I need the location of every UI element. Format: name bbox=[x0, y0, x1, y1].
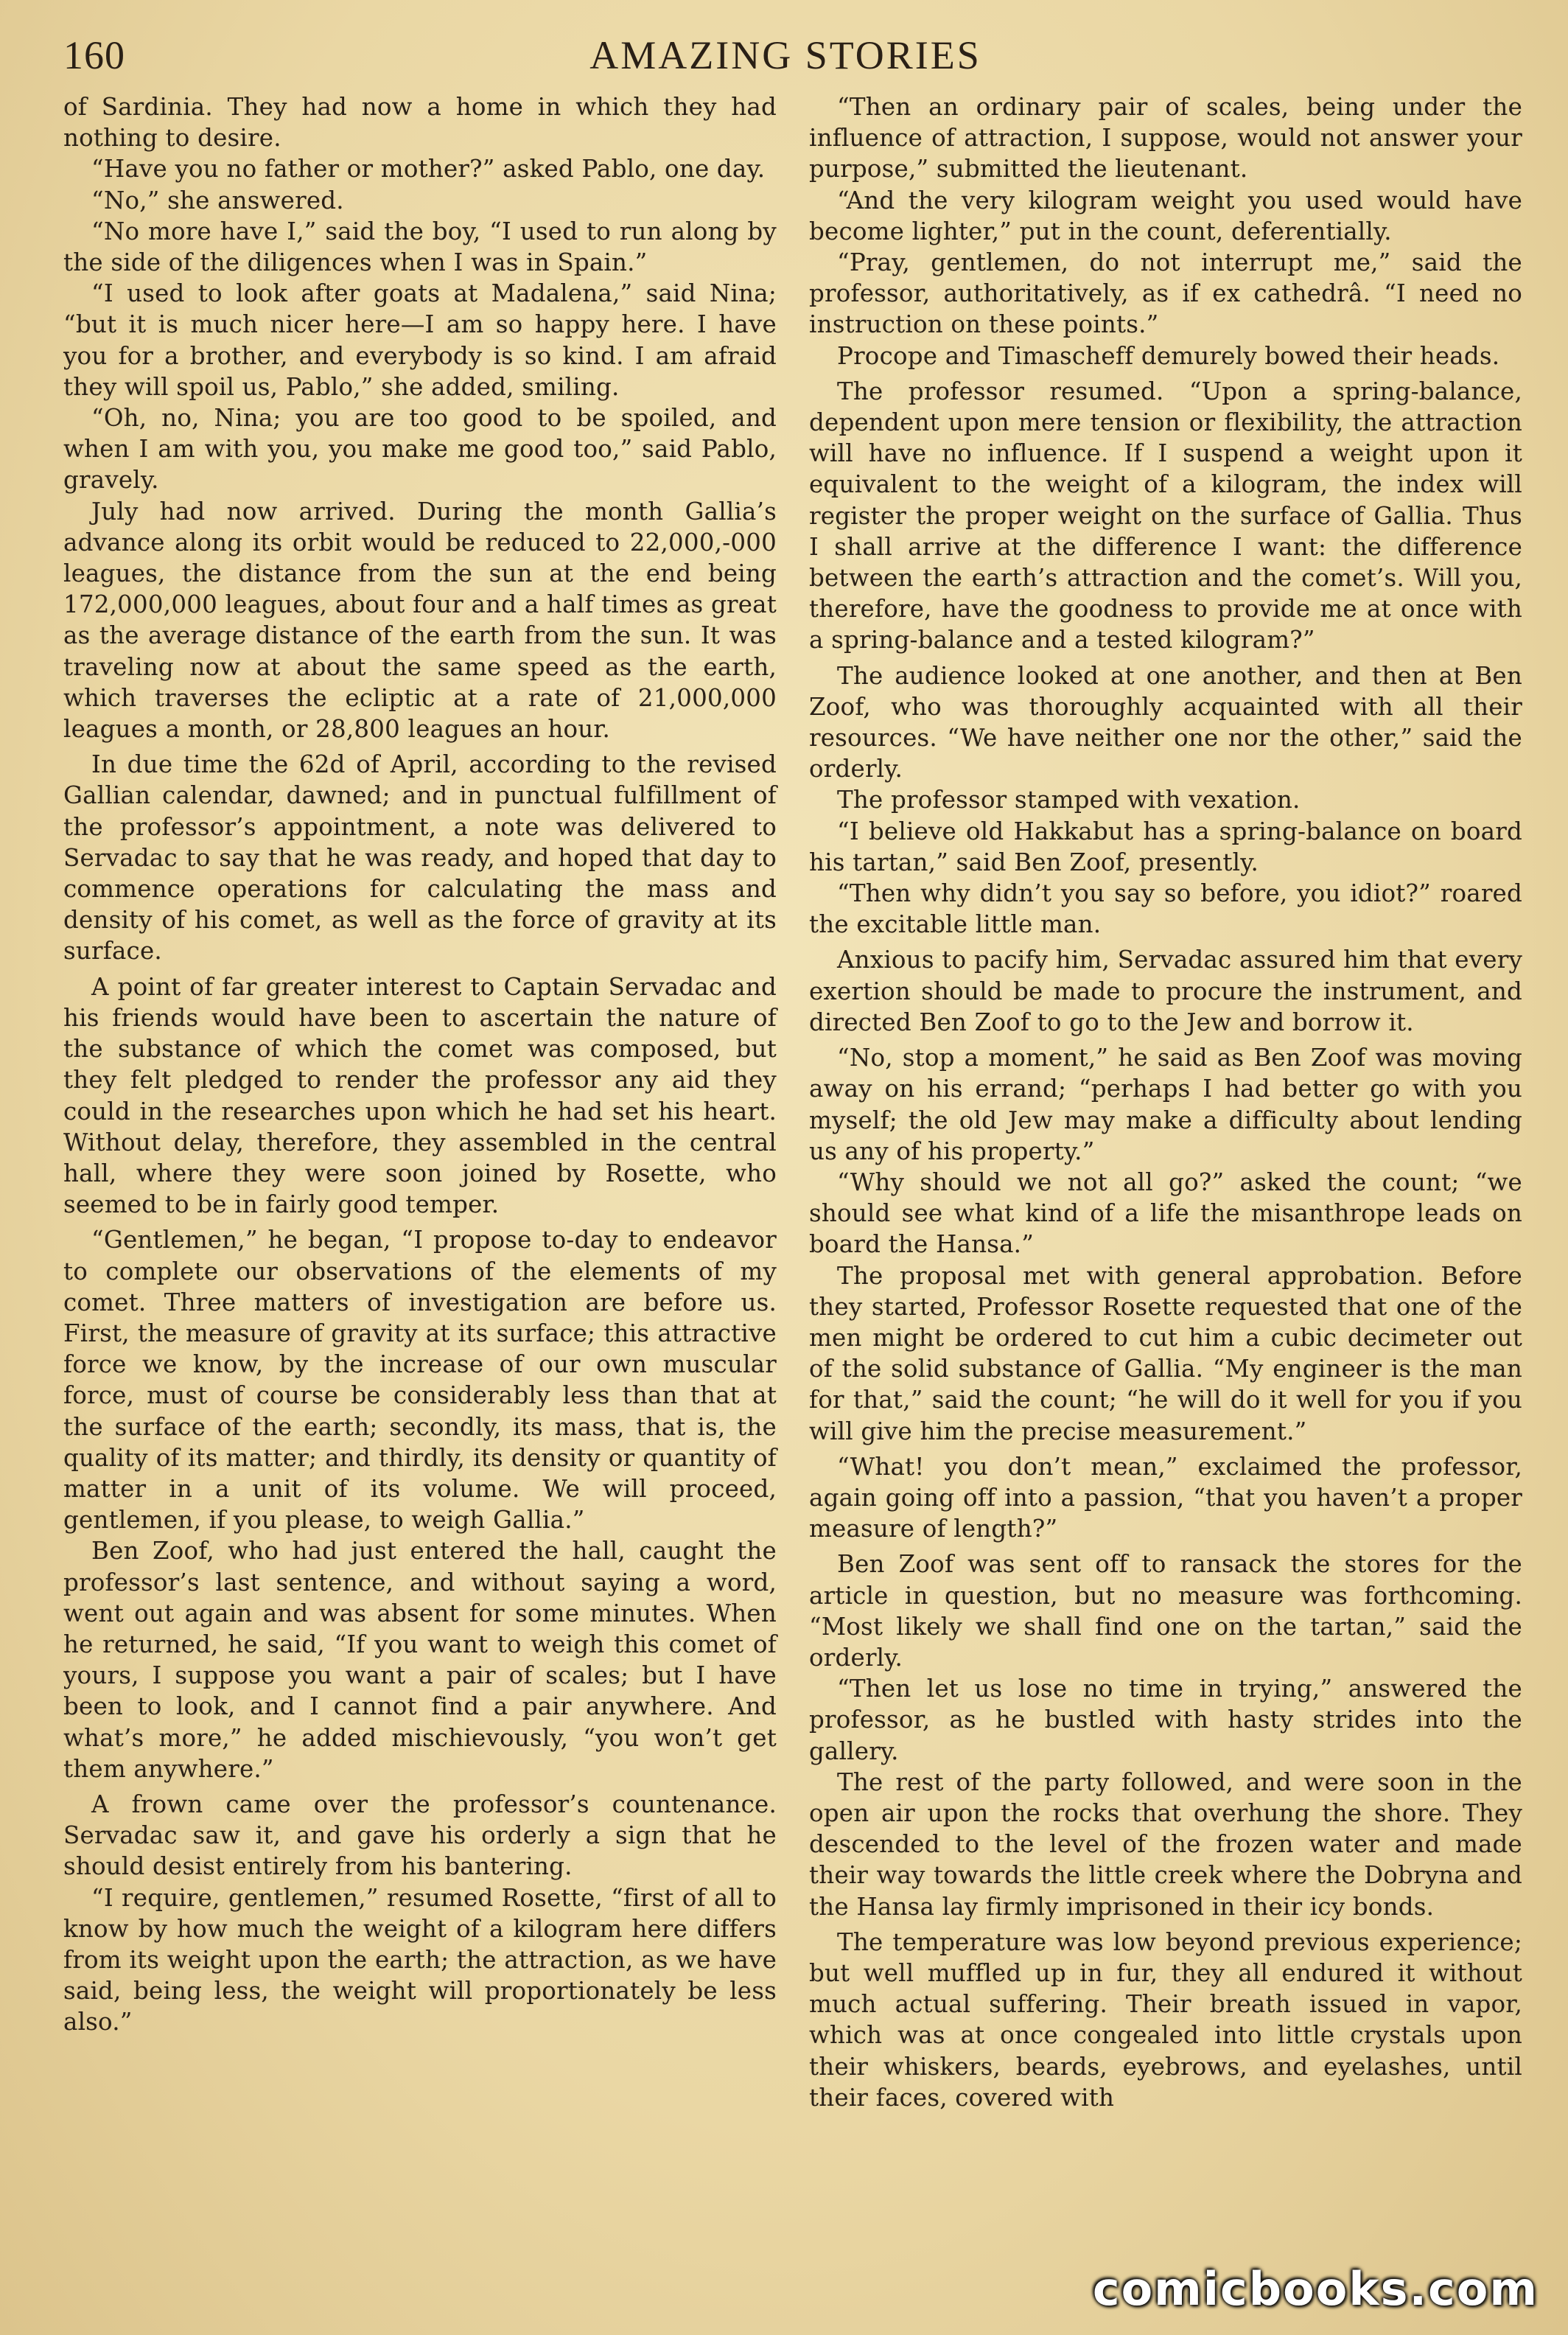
paragraph: “Gentlemen,” he began, “I propose to-day to endeavor to complete our observations of the elements of my comet. Three matters of investigation are before us. First, the measure of gravity at its surface; this attractive force we know, by the increase of our own muscular force, must of course be considerably less than that at the surface of the earth; secondly, its mass, that is, the quality of its matter; and thirdly, its density or quantity of matter in a unit of its volume. We will proceed, gentlemen, if you please, to weigh Gallia.” bbox=[63, 1226, 777, 1535]
paragraph: The proposal met with general approbation. Before they started, Professor Rosette requested that one of the men might be ordered to cut him a cubic decimeter out of the solid substance of Gallia. “My engineer is the man for that,” said the count; “he will do it well for you if you will give him the precise measurement.” bbox=[809, 1261, 1522, 1445]
right-text-column bbox=[809, 91, 1522, 2113]
paragraph: In due time the 62d of April, according to the revised Gallian calendar, dawned; and in punctual fulfillment of the professor’s appointment, a note was delivered to Servadac to say that he was ready, and hoped that day to commence operations for calculating the mass and density of his comet, as well as the force of gravity at its surface. bbox=[63, 750, 777, 966]
paragraph: Ben Zoof was sent off to ransack the stores for the article in question, but no measure was forthcoming. “Most likely we shall find one on the tartan,” said the orderly. bbox=[809, 1550, 1522, 1672]
paragraph: The professor stamped with vexation. bbox=[837, 786, 1301, 814]
paragraph: “Then an ordinary pair of scales, being under the influence of attraction, I suppose, would not answer your purpose,” submitted the lieutenant. bbox=[809, 93, 1522, 184]
paragraph: The rest of the party followed, and were soon in the open air upon the rocks that overhung the shore. They descended to the level of the frozen water and made their way towards the little creek where the Dobryna and the Hansa lay firmly imprisoned in their icy bonds. bbox=[809, 1767, 1522, 1921]
paragraph: “Have you no father or mother?” asked Pablo, one day. bbox=[91, 155, 766, 184]
paragraph: A point of far greater interest to Captain Servadac and his friends would have been to ascertain the nature of the substance of which the comet was composed, but they felt pledged to render the professor any aid they could in the researches upon which he had set his heart. Without delay, therefore, they assembled in the central hall, where they were soon joined by Rosette, who seemed to be in fairly good temper. bbox=[63, 972, 777, 1219]
paragraph: The audience looked at one another, and then at Ben Zoof, who was thoroughly acquainted with all their resources. “We have neither one nor the other,” said the orderly. bbox=[809, 661, 1522, 783]
paragraph: “No more have I,” said the boy, “I used to run along by the side of the diligences when I was in Spain.” bbox=[63, 217, 777, 277]
paragraph: “I require, gentlemen,” resumed Rosette, “first of all to know by how much the weight of a kilogram here differs from its weight upon the earth; the attraction, as we have said, being less, the weight will proportionately be less also.” bbox=[63, 1883, 777, 2036]
paragraph: July had now arrived. During the month Gallia’s advance along its orbit would be reduced to 22,000,-000 leagues, the distance from the sun at the end being 172,000,000 leagues, about four and a half times as great as the average distance of the earth from the sun. It was traveling now at about the same speed as the earth, which traverses the ecliptic at a rate of 21,000,000 leagues a month, or 28,800 leagues an hour. bbox=[63, 497, 777, 744]
paragraph: “I used to look after goats at Madalena,” said Nina; “but it is much nicer here—I am so happy here. I have you for a brother, and everybody is so kind. I am afraid they will spoil us, Pablo,” she added, smiling. bbox=[63, 279, 777, 401]
paragraph: of Sardinia. They had now a home in which they had nothing to desire. bbox=[63, 93, 777, 153]
paragraph: “Then why didn’t you say so before, you idiot?” roared the excitable little man. bbox=[809, 879, 1522, 939]
paragraph: “Then let us lose no time in trying,” answered the professor, as he bustled with hasty strides into the gallery. bbox=[809, 1675, 1522, 1765]
page-header bbox=[63, 29, 1508, 81]
left-text-column bbox=[63, 91, 777, 2038]
paragraph: The professor resumed. “Upon a spring-balance, dependent upon mere tension or flexibility, the attraction will have no influence. If I suspend a weight upon it equivalent to the weight of a kilogram, the index will register the proper weight on the surface of Gallia. Thus I shall arrive at the difference I want: the difference between the earth’s attraction and the comet’s. Will you, therefore, have the goodness to provide me at once with a spring-balance and a tested kilogram?” bbox=[809, 377, 1522, 655]
paragraph: Procope and Timascheff demurely bowed their heads. bbox=[837, 341, 1500, 370]
paragraph: “Why should we not all go?” asked the count; “we should see what kind of a life the misanthrope leads on board the Hansa.” bbox=[809, 1168, 1522, 1259]
magazine-title: AMAZING STORIES bbox=[589, 33, 981, 77]
paragraph: Anxious to pacify him, Servadac assured him that every exertion should be made to procure the instrument, and directed Ben Zoof to go to the Jew and borrow it. bbox=[809, 946, 1522, 1036]
paragraph: “No, stop a moment,” he said as Ben Zoof was moving away on his errand; “perhaps I had better go with you myself; the old Jew may make a difficulty about lending us any of his property.” bbox=[809, 1044, 1522, 1165]
paragraph: “No,” she answered. bbox=[91, 186, 344, 214]
paragraph: “And the very kilogram weight you used would have become lighter,” put in the count, deferentially. bbox=[809, 186, 1522, 245]
paragraph: “Oh, no, Nina; you are too good to be spoiled, and when I am with you, you make me good too,” said Pablo, gravely. bbox=[63, 404, 777, 495]
page-number: 160 bbox=[63, 33, 125, 77]
paragraph: “What! you don’t mean,” exclaimed the professor, again going off into a passion, “that you haven’t a proper measure of length?” bbox=[809, 1452, 1522, 1543]
paragraph: The temperature was low beyond previous experience; but well muffled up in fur, they all endured it without much actual suffering. Their breath issued in vapor, which was at once congealed into little crystals upon their whiskers, beards, eyebrows, and eyelashes, until their faces, covered with bbox=[809, 1927, 1522, 2112]
watermark: comicbooks.com bbox=[1092, 2262, 1539, 2316]
paragraph: A frown came over the professor’s countenance. Servadac saw it, and gave his orderly a sign that he should desist entirely from his bantering. bbox=[63, 1790, 777, 1881]
paragraph: “Pray, gentlemen, do not interrupt me,” said the professor, authoritatively, as if ex cathedrâ. “I need no instruction on these points.” bbox=[809, 248, 1522, 339]
paragraph: Ben Zoof, who had just entered the hall, caught the professor’s last sentence, and without saying a word, went out again and was absent for some minutes. When he returned, he said, “If you want to weigh this comet of yours, I suppose you want a pair of scales; but I have been to look, and I cannot find a pair anywhere. And what’s more,” he added mischievously, “you won’t get them anywhere.” bbox=[63, 1537, 777, 1783]
paragraph: “I believe old Hakkabut has a spring-balance on board his tartan,” said Ben Zoof, presently. bbox=[809, 817, 1522, 876]
